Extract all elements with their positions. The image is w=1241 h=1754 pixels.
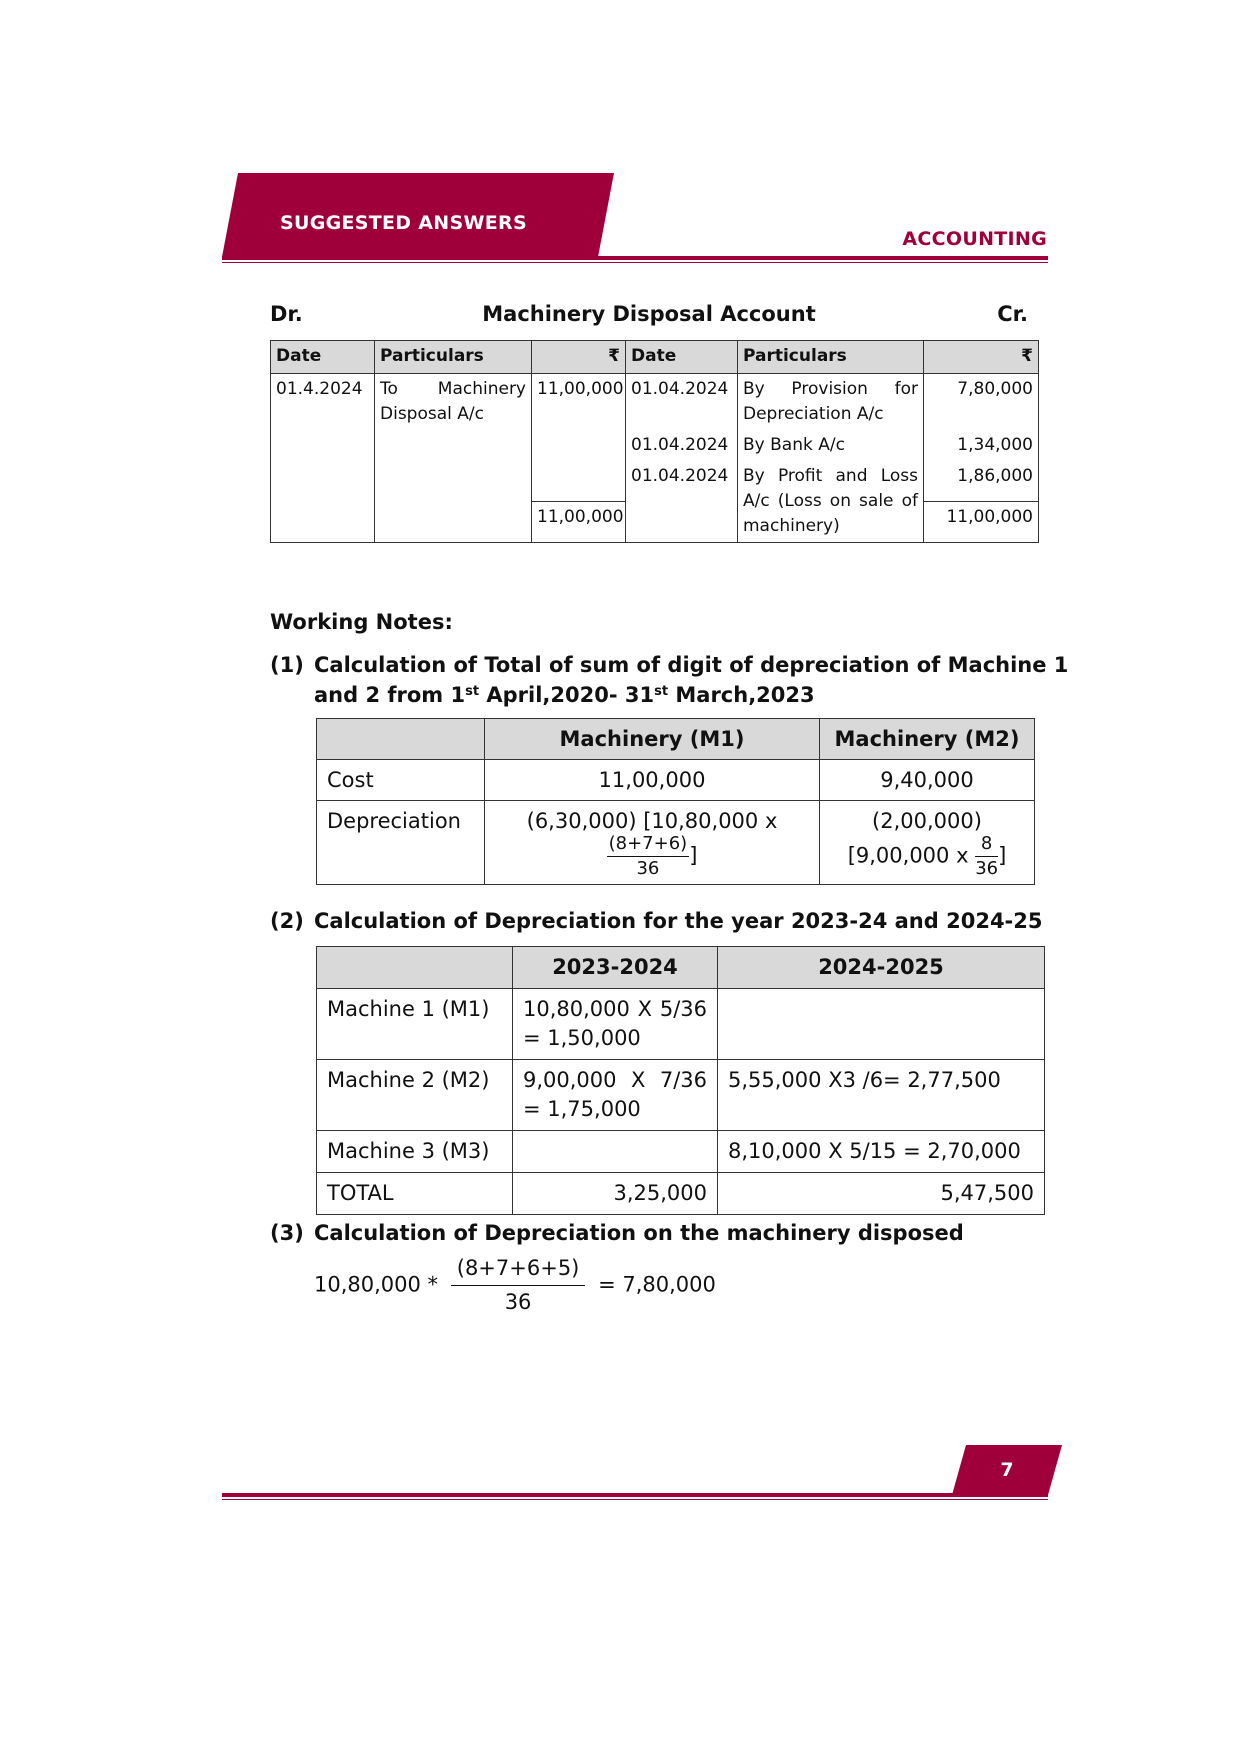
depreciation-m2-line: (2,00,000) bbox=[872, 809, 982, 833]
debit-amount: 11,00,000 bbox=[532, 374, 626, 502]
machine-label: Machine 1 (M1) bbox=[317, 989, 513, 1060]
credit-date: 01.04.2024 bbox=[626, 430, 738, 461]
credit-total: 11,00,000 bbox=[924, 501, 1039, 542]
header-rule-thin bbox=[222, 262, 1048, 263]
depreciation-m2-prefix: [9,00,000 x bbox=[847, 843, 969, 868]
bracket-close: ] bbox=[689, 843, 698, 868]
machine-label: Machine 3 (M3) bbox=[317, 1131, 513, 1173]
account-title: Machinery Disposal Account bbox=[482, 302, 816, 326]
credit-particulars: By Provision for Depreciation A/c bbox=[738, 374, 924, 431]
note2-col-2024: 2024-2025 bbox=[718, 947, 1045, 989]
note1-col-m2: Machinery (M2) bbox=[820, 719, 1035, 760]
footer-rule-thin bbox=[222, 1499, 1048, 1500]
note2-table bbox=[316, 946, 1045, 1215]
debit-particulars: To Machinery Disposal A/c bbox=[375, 374, 532, 543]
note1-sup: st bbox=[654, 684, 669, 699]
table-row bbox=[317, 1131, 1045, 1173]
ledger-row bbox=[271, 374, 1039, 431]
note1-header-row bbox=[317, 719, 1035, 760]
note2-number: (2) bbox=[270, 909, 304, 933]
ledger-header-row bbox=[271, 341, 1039, 374]
credit-date: 01.04.2024 bbox=[626, 461, 738, 543]
fraction-numerator: (8+7+6+5) bbox=[451, 1258, 586, 1286]
note1-title-part: April,2020- 31 bbox=[479, 683, 655, 707]
note2-header-row bbox=[317, 947, 1045, 989]
equation-fraction bbox=[451, 1258, 586, 1313]
note1-title-part: Calculation of Total of sum of digit of depreciation of Machine 1 and 2 from 1 bbox=[314, 653, 1069, 707]
account-title-row bbox=[270, 302, 1028, 332]
note1-cost-row bbox=[317, 760, 1035, 801]
credit-particulars: By Profit and Loss A/c (Loss on sale of machinery) bbox=[738, 461, 924, 543]
note1-sup: st bbox=[465, 684, 480, 699]
note1-table bbox=[316, 718, 1035, 885]
depreciation-m2-fraction bbox=[975, 835, 998, 878]
header-rule bbox=[222, 256, 1048, 260]
cost-label: Cost bbox=[317, 760, 485, 801]
working-notes-heading: Working Notes: bbox=[270, 610, 453, 634]
credit-particulars: By Bank A/c bbox=[738, 430, 924, 461]
year1-calc bbox=[513, 1131, 718, 1173]
header-right-label: ACCOUNTING bbox=[902, 228, 1047, 250]
fraction-denominator: 36 bbox=[975, 858, 999, 879]
note1-number: (1) bbox=[270, 653, 304, 677]
fraction-denominator: 36 bbox=[636, 858, 660, 879]
dr-label: Dr. bbox=[270, 302, 303, 326]
note2-col-2023: 2023-2024 bbox=[513, 947, 718, 989]
bracket-close: ] bbox=[998, 843, 1007, 868]
debit-amount-header: ₹ bbox=[532, 341, 626, 374]
note3-title: Calculation of Depreciation on the machinery disposed bbox=[314, 1221, 964, 1245]
credit-amount: 1,86,000 bbox=[924, 461, 1039, 501]
note1-col-blank bbox=[317, 719, 485, 760]
note1-depreciation-row bbox=[317, 801, 1035, 885]
year2-calc: 5,55,000 X3 /6= 2,77,500 bbox=[718, 1060, 1045, 1131]
credit-amount: 1,34,000 bbox=[924, 430, 1039, 461]
equation-rhs: = 7,80,000 bbox=[598, 1272, 716, 1297]
table-row bbox=[317, 989, 1045, 1060]
note2-col-blank bbox=[317, 947, 513, 989]
cost-m2: 9,40,000 bbox=[820, 760, 1035, 801]
year2-calc: 8,10,000 X 5/15 = 2,70,000 bbox=[718, 1131, 1045, 1173]
depreciation-m1-line: (6,30,000) [10,80,000 x bbox=[526, 809, 778, 833]
note1-title-part: March,2023 bbox=[668, 683, 815, 707]
fraction-numerator: 8 bbox=[975, 835, 998, 857]
credit-date-header: Date bbox=[626, 341, 738, 374]
note3-number: (3) bbox=[270, 1221, 304, 1245]
page-number: 7 bbox=[1000, 1459, 1014, 1481]
year2-calc bbox=[718, 989, 1045, 1060]
note1-col-m1: Machinery (M1) bbox=[485, 719, 820, 760]
machine-label: Machine 2 (M2) bbox=[317, 1060, 513, 1131]
debit-date: 01.4.2024 bbox=[271, 374, 375, 543]
cr-label: Cr. bbox=[997, 302, 1028, 326]
total-year2: 5,47,500 bbox=[718, 1173, 1045, 1215]
footer-rule bbox=[222, 1493, 1048, 1497]
credit-amount-header: ₹ bbox=[924, 341, 1039, 374]
machinery-disposal-ledger bbox=[270, 340, 1039, 543]
debit-total: 11,00,000 bbox=[532, 501, 626, 542]
year1-calc: 9,00,000 X 7/36 = 1,75,000 bbox=[513, 1060, 718, 1131]
credit-date: 01.04.2024 bbox=[626, 374, 738, 431]
header-left-label: SUGGESTED ANSWERS bbox=[280, 212, 527, 234]
note2-title: Calculation of Depreciation for the year 2023-24 and 2024-25 bbox=[314, 909, 1043, 933]
note1-title bbox=[314, 650, 1074, 710]
debit-date-header: Date bbox=[271, 341, 375, 374]
total-label: TOTAL bbox=[317, 1173, 513, 1215]
total-row bbox=[317, 1173, 1045, 1215]
fraction-denominator: 36 bbox=[504, 1290, 532, 1314]
credit-particulars-header: Particulars bbox=[738, 341, 924, 374]
depreciation-m1 bbox=[485, 801, 820, 885]
depreciation-m2 bbox=[820, 801, 1035, 885]
year1-calc: 10,80,000 X 5/36 = 1,50,000 bbox=[513, 989, 718, 1060]
note3-equation bbox=[314, 1258, 716, 1313]
depreciation-label: Depreciation bbox=[317, 801, 485, 885]
debit-particulars-header: Particulars bbox=[375, 341, 532, 374]
fraction-numerator: (8+7+6) bbox=[607, 835, 690, 857]
equation-lhs: 10,80,000 * bbox=[314, 1272, 439, 1297]
table-row bbox=[317, 1060, 1045, 1131]
cost-m1: 11,00,000 bbox=[485, 760, 820, 801]
depreciation-m1-fraction bbox=[607, 835, 690, 878]
credit-amount: 7,80,000 bbox=[924, 374, 1039, 431]
total-year1: 3,25,000 bbox=[513, 1173, 718, 1215]
